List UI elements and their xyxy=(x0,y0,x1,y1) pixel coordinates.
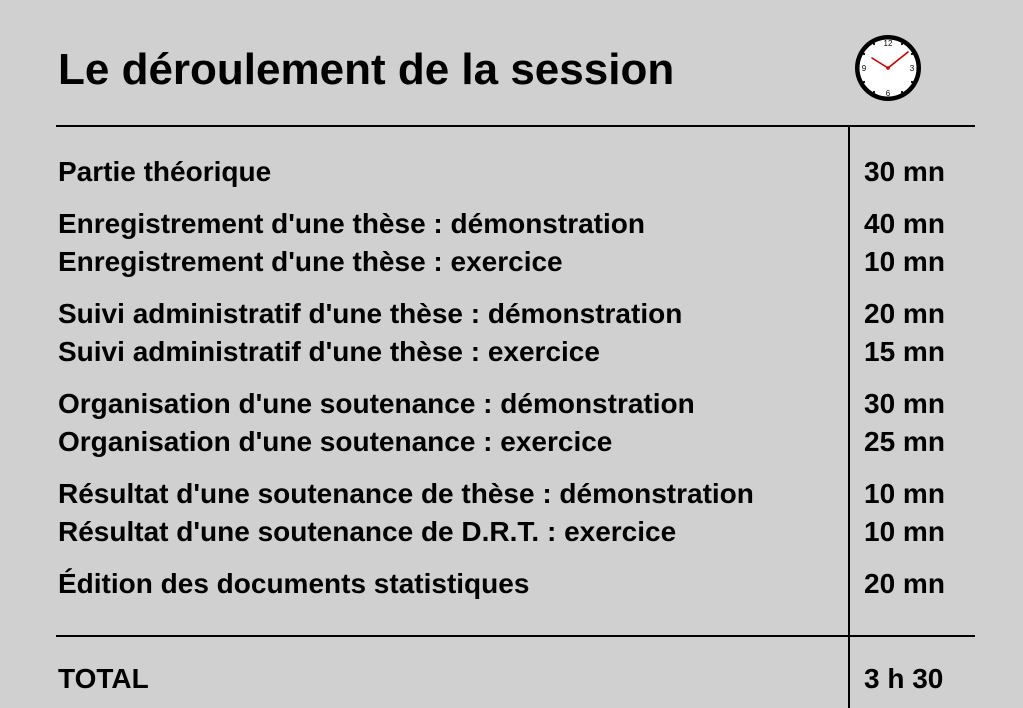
activity-label: Résultat d'une soutenance de thèse : démonstration xyxy=(58,478,754,509)
schedule-row xyxy=(0,294,1023,332)
activity-label: Résultat d'une soutenance de D.R.T. : exercice xyxy=(58,516,677,547)
schedule-group xyxy=(0,294,1023,370)
total-duration: 3 h 30 xyxy=(864,663,944,694)
schedule-row xyxy=(0,422,1023,460)
total-row xyxy=(0,659,1023,697)
activity-duration: 20 mn xyxy=(864,568,945,599)
total-divider xyxy=(56,635,975,637)
schedule-group xyxy=(0,384,1023,460)
schedule-group xyxy=(0,204,1023,280)
schedule-row xyxy=(0,332,1023,370)
schedule-table xyxy=(0,152,1023,616)
clock-number-9: 9 xyxy=(861,64,867,73)
schedule-group xyxy=(0,564,1023,602)
schedule-row xyxy=(0,204,1023,242)
schedule-row xyxy=(0,512,1023,550)
schedule-row xyxy=(0,564,1023,602)
activity-label: Suivi administratif d'une thèse : démonstration xyxy=(58,298,683,329)
schedule-row xyxy=(0,384,1023,422)
activity-label: Édition des documents statistiques xyxy=(58,568,530,599)
activity-duration: 10 mn xyxy=(864,478,945,509)
schedule-row xyxy=(0,242,1023,280)
activity-duration: 10 mn xyxy=(864,246,945,277)
activity-duration: 40 mn xyxy=(864,208,945,239)
activity-label: Enregistrement d'une thèse : exercice xyxy=(58,246,563,277)
page-title: Le déroulement de la session xyxy=(58,45,675,94)
schedule-row xyxy=(0,474,1023,512)
clock-icon xyxy=(852,32,924,104)
clock-number-12: 12 xyxy=(883,39,893,48)
schedule-group xyxy=(0,152,1023,190)
activity-label: Partie théorique xyxy=(58,156,272,187)
activity-duration: 15 mn xyxy=(864,336,945,367)
activity-duration: 10 mn xyxy=(864,516,945,547)
schedule-row xyxy=(0,152,1023,190)
activity-duration: 30 mn xyxy=(864,388,945,419)
activity-label: Organisation d'une soutenance : démonstration xyxy=(58,388,695,419)
schedule-group xyxy=(0,474,1023,550)
activity-label: Enregistrement d'une thèse : démonstration xyxy=(58,208,645,239)
activity-label: Organisation d'une soutenance : exercice xyxy=(58,426,613,457)
total-label: TOTAL xyxy=(58,663,149,694)
activity-duration: 20 mn xyxy=(864,298,945,329)
activity-duration: 25 mn xyxy=(864,426,945,457)
top-divider xyxy=(56,125,975,127)
clock-number-3: 3 xyxy=(909,64,915,73)
activity-label: Suivi administratif d'une thèse : exercice xyxy=(58,336,600,367)
clock-number-6: 6 xyxy=(885,89,891,98)
activity-duration: 30 mn xyxy=(864,156,945,187)
